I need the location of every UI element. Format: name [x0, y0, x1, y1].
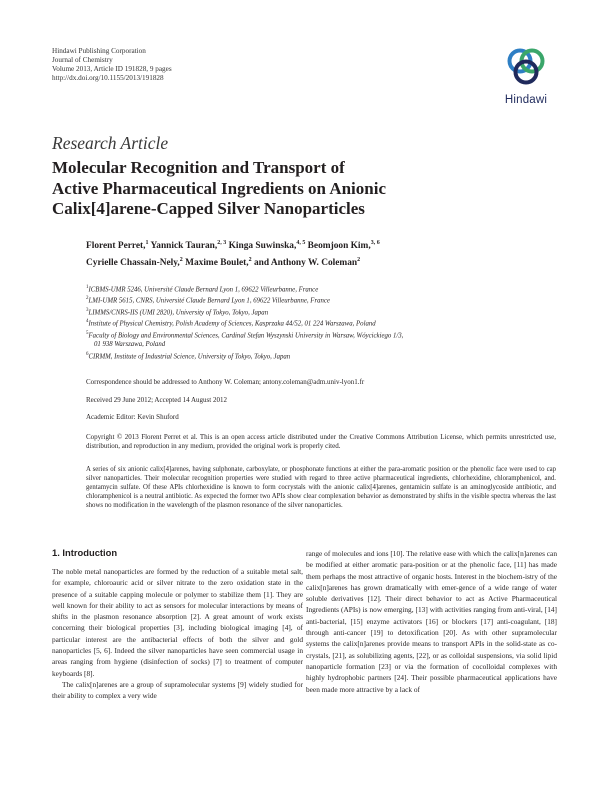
affiliation-text: CIRMM, Institute of Industrial Science, University of Tokyo, Tokyo, Japan [88, 352, 291, 360]
affiliation-item [86, 317, 556, 328]
affiliation-text: LIMMS/CNRS-IIS (UMI 2820), University of Tokyo, Tokyo, Japan [88, 309, 269, 317]
column-right [306, 548, 557, 695]
paragraph: range of molecules and ions [10]. The relative ease with which the calix[n]arenes can be modified at either aromatic para-position or at the phenolic face, [11] has made them perhaps the most attractive of organic hosts. Interest in the biochem-istry of the calix[n]arenes has grown dramatically with emer-gence of a wide range of water soluble derivatives [12]. Their direct behavior to act as Active Pharmaceutical Ingredients (APIs) is now emerging, [13] with activities ranging from anti-viral, [14] anti-bacterial, [15] enzyme activators [16] or blockers [17] anti-coagulant, [18] through anti-cancer [19] to detoxification [20]. As with other supramolecular systems the calix[n]arenes provide means to transport APIs in the solid-state as co-crystals, [21], as solubilizing agents, [22], or as colloidal suspensions, via solid lipid nanoparticle formation [23] or via the formation of cocolloidal complexes with highly hydrophobic partners [24]. Their possible pharmaceutical applications have been made more attractive by a lack of [306, 549, 557, 694]
author-name: Kinga Suwinska, [228, 241, 297, 252]
author-affil-ref: 2 [357, 257, 361, 264]
author-affil-ref: 2, 3 [217, 240, 227, 246]
author-affil-ref: 3, 6 [370, 240, 380, 246]
hindawi-logo-icon [503, 46, 549, 88]
affiliation-item [86, 329, 556, 340]
journal-header [52, 47, 172, 83]
author-list [86, 236, 556, 270]
affiliation-continuation: 01 938 Warszawa, Poland [94, 341, 166, 349]
affiliation-text: Faculty of Biology and Environmental Sciences, Cardinal Stefan Wyszynski University in Warsaw, Wóycickiego 1/3, [88, 332, 404, 340]
author-affil-ref: 1 [145, 240, 149, 246]
affiliation-text: ICBMS-UMR 5246, Université Claude Bernard Lyon 1, 69622 Villeurbanne, France [88, 286, 319, 294]
volume-line: Volume 2013, Article ID 191828, 9 pages [52, 65, 172, 73]
author-name: Yannick Tauran, [150, 241, 218, 252]
logo-text: Hindawi [504, 94, 548, 106]
affiliation-text: LMI-UMR 5615, CNRS, Université Claude Bernard Lyon 1, 69622 Villeurbanne, France [88, 297, 330, 305]
affiliation-item [86, 306, 556, 317]
section-heading: 1. Introduction [52, 547, 118, 558]
affiliation-text: Institute of Physical Chemistry, Polish Academy of Sciences, Kasprzaka 44/52, 01 224 Warszawa, Poland [88, 320, 376, 328]
article-type: Research Article [52, 133, 169, 153]
author-name: Cyrielle Chassain-Nely, [86, 258, 180, 269]
journal-name: Journal of Chemistry [52, 56, 113, 64]
author-name: Beomjoon Kim, [307, 241, 371, 252]
author-name: and Anthony W. Coleman [253, 258, 358, 269]
affiliation-num: 5 [86, 330, 89, 336]
copyright-notice: Copyright © 2013 Florent Perret et al. This is an open access article distributed under the Creative Commons Attribution License, which permits unrestricted use, distribution, and reproduction in any medium, provided the original work is properly cited. [86, 433, 556, 451]
title-line: Active Pharmaceutical Ingredients on Anionic [52, 178, 386, 198]
affiliation-num: 6 [86, 351, 89, 357]
author-name: Florent Perret, [86, 241, 146, 252]
hindawi-logo [497, 46, 555, 106]
affiliation-item [86, 350, 556, 361]
academic-editor: Academic Editor: Kevin Shuford [86, 413, 179, 421]
affiliation-item [86, 283, 556, 294]
column-left [52, 547, 303, 702]
author-affil-ref: 2 [248, 257, 252, 264]
author-affil-ref: 2 [179, 257, 183, 264]
correspondence: Correspondence should be addressed to Anthony W. Coleman; antony.coleman@adm.univ-lyon1.fr [86, 378, 365, 386]
title-line: Calix[4]arene-Capped Silver Nanoparticles [52, 199, 365, 218]
paragraph: The noble metal nanoparticles are formed by the reduction of a suitable metal salt, for example, chloroauric acid or silver nitrate to the zero oxidation state in the presence of a suitable capping molecule or polymer to stabilize them [1]. They are well known for their ability to act as sensors for molecular interactions by means of shifts in the plasmon resonance absorption [2]. A great amount of work exists concerning their biological properties [3], including biological imaging [4], of particular interest are the antibacterial effects of both the silver and gold nanoparticles [5, 6]. Indeed the silver nanoparticles have seen commercial usage in areas ranging from hygiene (disinfection of socks) [7] to treatment of computer keyboards [8]. [52, 567, 303, 678]
affiliation-num: 2 [86, 296, 89, 302]
paragraph: The calix[n]arenes are a group of supramolecular systems [9] widely studied for their ability to complex a very wide [52, 679, 303, 701]
publisher-line: Hindawi Publishing Corporation [52, 47, 146, 55]
doi-link[interactable]: http://dx.doi.org/10.1155/2013/191828 [52, 74, 164, 82]
paper-title [52, 158, 472, 220]
affiliation-list [86, 283, 556, 361]
received-dates: Received 29 June 2012; Accepted 14 August 2012 [86, 396, 227, 404]
affiliation-item [86, 294, 556, 305]
abstract: A series of six anionic calix[4]arenes, having sulphonate, carboxylate, or phosphonate functions at either the para-aromatic position or the phenolic face were used to cap silver nanoparticles. Their molecular recognition properties were studied with regard to three active pharmaceutical ingredients, chlorhexidine, chloramphenicol, and. gentamycin sulfate. Of these APIs chlorhexidine is known to form cocrystals with the anionic calix[4]arenes, gentamicin sulfate is an aminoglycoside antibiotic, and chloramphenicol is a neutral antibiotic. As expected the former two APIs show clear complexation behavior as demonstrated by shifts in the visible spectra whereas the last shows no modification in the wavelength of the plasmon resonance of the silver nanoparticles. [86, 466, 556, 510]
affiliation-num: 1 [86, 285, 89, 290]
title-line: Molecular Recognition and Transport of [52, 158, 345, 177]
author-affil-ref: 4, 5 [296, 240, 306, 246]
author-name: Maxime Boulet, [185, 258, 249, 269]
affiliation-num: 3 [86, 307, 89, 313]
affiliation-num: 4 [86, 319, 89, 325]
